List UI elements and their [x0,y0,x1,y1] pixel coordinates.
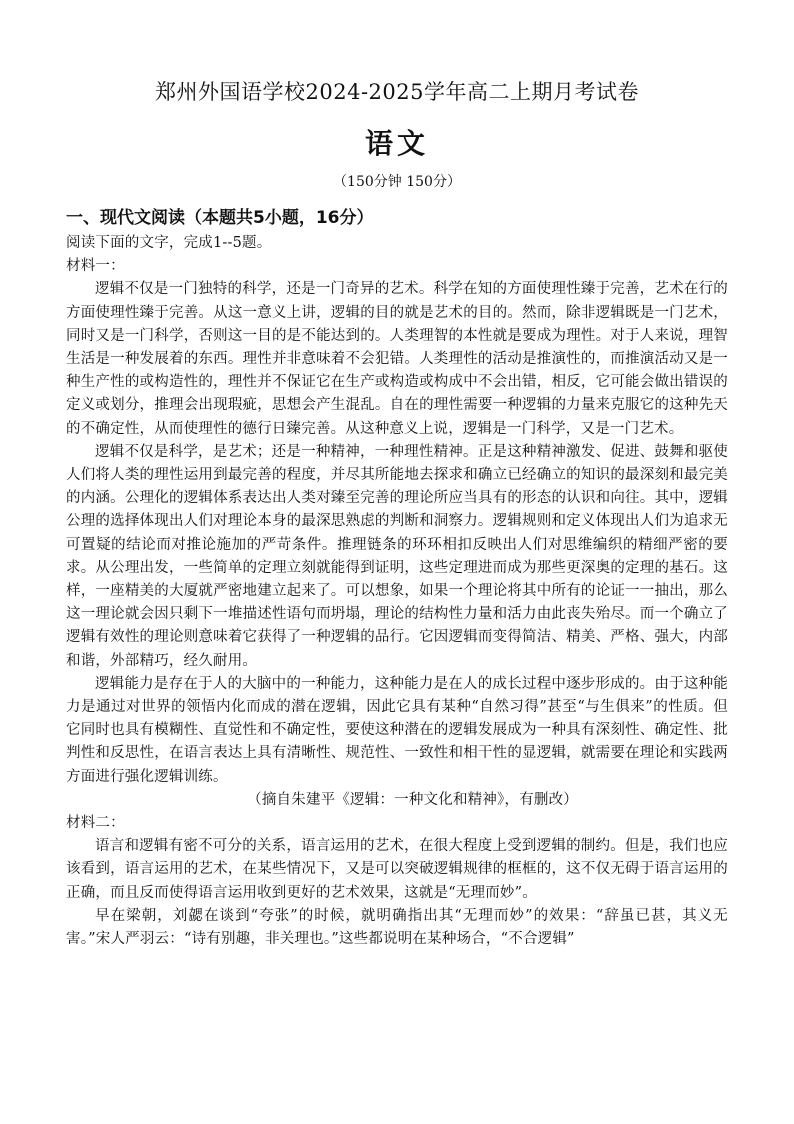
material2-label: 材料二： [66,815,125,832]
time-score-info: （150分钟 150分） [333,174,461,190]
material2-paragraph: 语言和逻辑有密不可分的关系，语言运用的艺术，在很大程度上受到逻辑的制约。但是，我们也应该看到，语言运用的艺术，在某些情况下，又是可以突破逻辑规律的框框的，这不仅无碍于语言运用的正确，而且反而使得语言运用收到更好的艺术效果，这就是“无理而妙”。 [66,838,728,901]
material1-paragraph: 逻辑不仅是科学，是艺术；还是一种精神，一种理性精神。正是这种精神激发、促进、鼓舞和驱使人们将人类的理性运用到最完善的程度，并尽其所能地去探求和确立已经确立的知识的最深刻和最完美的内涵。公理化的逻辑体系表达出人类对臻至完善的理论所应当具有的形态的认识和向往。其中，逻辑公理的选择体现出人们对理论本身的最深思熟虑的判断和洞察力。逻辑规则和定义体现出人们为追求无可置疑的结论而对推论施加的严苛条件。推理链条的环环相扣反映出人们对思维编织的精细严密的要求。从公理出发，一些简单的定理立刻就能得到证明，这些定理进而成为那些更深奥的定理的基石。这样，一座精美的大厦就严密地建立起来了。可以想象，如果一个理论将其中所有的论证一一抽出，那么这一理论就会因只剩下一堆描述性语句而坍塌，理论的结构性力量和活力由此丧失殆尽。而一个确立了逻辑有效性的理论则意味着它获得了一种逻辑的品行。它因逻辑而变得简洁、精美、严格、强大，内部和谐，外部精巧，经久耐用。 [66,443,728,669]
material1-paragraph: 逻辑能力是存在于人的大脑中的一种能力，这种能力是在人的成长过程中逐步形成的。由于这种能力是通过对世界的领悟内化而成的潜在逻辑，因此它具有某种“自然习得”甚至“与生俱来”的性质。但它同时也具有模糊性、直觉性和不确定性，要使这种潜在的逻辑发展成为一种具有深刻性、确定性、批判性和反思性，在语言表达上具有清晰性、规范性、一致性和相干性的显逻辑，就需要在理论和实践两方面进行强化逻辑训练。 [66,675,728,785]
material1-paragraph: 逻辑不仅是一门独特的科学，还是一门奇异的艺术。科学在知的方面使理性臻于完善，艺术在行的方面使理性臻于完善。从这一意义上讲，逻辑的目的就是艺术的目的。然而，除非逻辑既是一门艺术，同时又是一门科学，否则这一目的是不能达到的。人类理智的本性就是要成为理性。对于人来说，理智生活是一种发展着的东西。理性并非意味着不会犯错。人类理性的活动是推演性的，而推演活动又是一种生产性的或构造性的，理性并不保证它在生产或构造或构成中不会出错，相反，它可能会做出错误的定义或划分，推理会出现瑕疵，思想会产生混乱。自在的理性需要一种逻辑的力量来克服它的这种先天的不确定性，从而使理性的德行日臻完善。从这种意义上说，逻辑是一门科学，又是一门艺术。 [66,281,728,437]
material1-label: 材料一： [66,258,125,275]
section-heading: 一、现代文阅读（本题共5小题，16分） [66,208,374,228]
reading-content [66,232,728,951]
exam-title: 郑州外国语学校2024-2025学年高二上期月考试卷 [155,80,639,104]
material2-paragraph: 早在梁朝，刘勰在谈到“夸张”的时候，就明确指出其“无理而妙”的效果：“辞虽已甚，其义无害。”宋人严羽云：“诗有别趣，非关理也。”这些都说明在某种场合，“不合逻辑” [66,907,728,948]
instruction-text: 阅读下面的文字，完成1--5题。 [66,235,272,251]
material1-source: （摘自朱建平《逻辑：一种文化和精神》，有删改） [247,791,578,808]
subject-title: 语文 [364,127,429,160]
